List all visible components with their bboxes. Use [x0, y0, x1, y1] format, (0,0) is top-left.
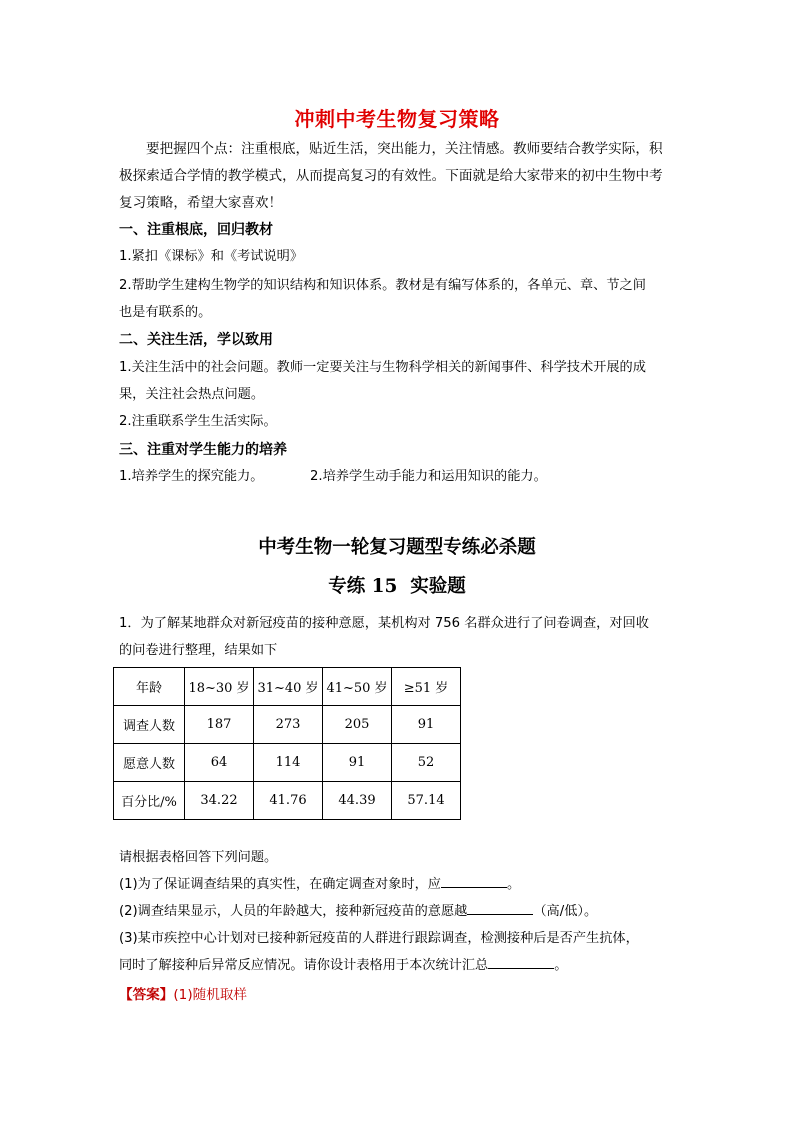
table-cell: 34.22	[185, 782, 254, 820]
section-item: 1.培养学生的探究能力。	[119, 469, 264, 484]
table-header-row	[114, 668, 461, 706]
sub-question-text: 同时了解接种后异常反应情况。请你设计表格用于本次统计汇总	[119, 958, 489, 973]
table-cell: 187	[185, 706, 254, 744]
table-cell: 91	[323, 744, 392, 782]
table-header-cell: 年龄	[114, 668, 185, 706]
table-header-cell: 18~30 岁	[185, 668, 254, 706]
section-item: 2.注重联系学生生活实际。	[119, 414, 277, 429]
table-row	[114, 744, 461, 782]
table-header-cell: ≥51 岁	[392, 668, 461, 706]
sub-question-1	[119, 871, 679, 898]
exercise-sub-title: 专练 15 实验题	[328, 576, 466, 597]
table-cell: 52	[392, 744, 461, 782]
sub-question-2	[119, 898, 679, 925]
table-cell: 41.76	[254, 782, 323, 820]
question-line: 的问卷进行整理，结果如下	[119, 643, 278, 658]
table-cell: 调查人数	[114, 706, 185, 744]
section-heading: 一、注重根底，回归教材	[119, 222, 273, 238]
section-item: 1.紧扣《课标》和《考试说明》	[119, 249, 304, 264]
answer-line	[119, 983, 247, 1007]
section-heading: 三、注重对学生能力的培养	[119, 442, 287, 458]
table-cell: 91	[392, 706, 461, 744]
table-header-cell: 31~40 岁	[254, 668, 323, 706]
intro-line: 复习策略，希望大家喜欢！	[119, 195, 283, 211]
answer-tag: 【答案】	[119, 987, 174, 1003]
table-cell: 64	[185, 744, 254, 782]
sub-question-3-line1: (3)某市疾控中心计划对已接种新冠疫苗的人群进行跟踪调查，检测接种后是否产生抗体，	[119, 931, 639, 946]
section-item: 果，关注社会热点问题。	[119, 387, 265, 402]
table-row	[114, 706, 461, 744]
table-cell: 44.39	[323, 782, 392, 820]
answer-blank[interactable]	[488, 954, 554, 969]
survey-table	[113, 667, 461, 820]
sub-question-text: (2)调查结果显示，人员的年龄越大，接种新冠疫苗的意愿越	[119, 904, 468, 919]
intro-paragraph	[119, 136, 679, 217]
table-cell: 205	[323, 706, 392, 744]
sub-question-text: 。	[554, 958, 568, 973]
table-cell: 百分比/%	[114, 782, 185, 820]
strategy-title: 冲刺中考生物复习策略	[294, 107, 500, 131]
intro-line: 要把握四个点：注重根底，贴近生活，突出能力，关注情感。教师要结合教学实际，积	[146, 141, 663, 157]
table-cell: 273	[254, 706, 323, 744]
intro-line: 极探索适合学情的教学模式，从而提高复习的有效性。下面就是给大家带来的初中生物中考	[119, 168, 663, 184]
section-item: 1.关注生活中的社会问题。教师一定要关注与生物科学相关的新闻事件、科学技术开展的成	[119, 360, 646, 375]
table-row	[114, 782, 461, 820]
section-heading: 二、关注生活，学以致用	[119, 332, 273, 348]
question-line: 1．为了解某地群众对新冠疫苗的接种意愿，某机构对 756 名群众进行了问卷调查，对回收	[119, 616, 649, 631]
answer-blank[interactable]	[467, 900, 533, 915]
sub-question-3-line2	[119, 952, 679, 979]
table-header-cell: 41~50 岁	[323, 668, 392, 706]
table-cell: 114	[254, 744, 323, 782]
question-prompt: 请根据表格回答下列问题。	[119, 850, 278, 865]
answer-text: (1)随机取样	[173, 987, 248, 1003]
sub-question-text: （高/低）。	[533, 904, 598, 919]
section-item: 也是有联系的。	[119, 305, 212, 320]
sub-question-text: (1)为了保证调查结果的真实性，在确定调查对象时，应	[119, 877, 441, 892]
table-cell: 愿意人数	[114, 744, 185, 782]
section-item: 2.帮助学生建构生物学的知识结构和知识体系。教材是有编写体系的，各单元、章、节之间	[119, 278, 646, 293]
exercise-main-title: 中考生物一轮复习题型专练必杀题	[258, 537, 536, 558]
table-cell: 57.14	[392, 782, 461, 820]
sub-question-text: 。	[507, 877, 521, 892]
answer-blank[interactable]	[441, 873, 507, 888]
section-item: 2.培养学生动手能力和运用知识的能力。	[310, 469, 547, 484]
